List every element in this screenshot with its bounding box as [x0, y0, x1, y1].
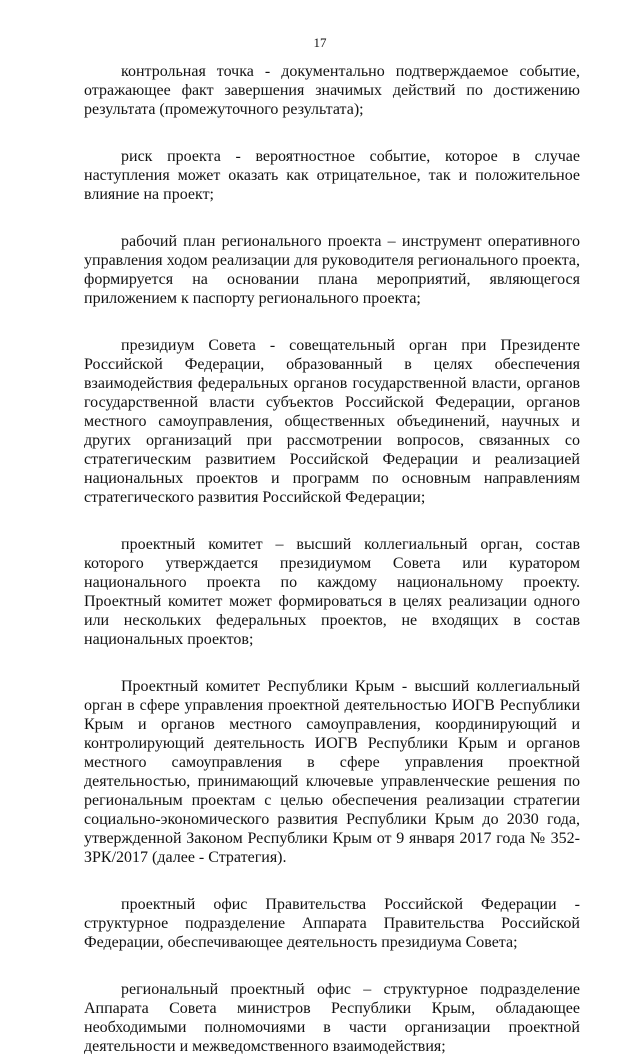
- paragraph-regional-project-office: региональный проектный офис – структурное подразделение Аппарата Совета министров Республики Крым, обладающее необходимыми полномочиями в части организации проектной деятельности и межведомственного взаимодействия;: [84, 981, 580, 1055]
- paragraph-crimea-project-committee: Проектный комитет Республики Крым - высший коллегиальный орган в сфере управления проектной деятельностью ИОГВ Республики Крым и органов местного самоуправления, координирующий и контролирующий деятельность ИОГВ Республики Крым и органов местного самоуправления в сфере управления проектной деятельностью, принимающий ключевые управленческие решения по региональным проектам с целью обеспечения реализации стратегии социально-экономического развития Республики Крым до 2030 года, утвержденной Законом Республики Крым от 9 января 2017 года № 352-ЗРК/2017 (далее - Стратегия).: [84, 678, 580, 866]
- page-number: 17: [313, 35, 327, 50]
- paragraph-control-point: контрольная точка - документально подтверждаемое событие, отражающее факт завершения значимых действий по достижению результата (промежуточного результата);: [84, 63, 580, 118]
- paragraph-government-project-office: проектный офис Правительства Российской Федерации - структурное подразделение Аппарата Правительства Российской Федерации, обеспечивающее деятельность президиума Совета;: [84, 896, 580, 951]
- paragraph-council-presidium: президиум Совета - совещательный орган при Президенте Российской Федерации, образованный в целях обеспечения взаимодействия федеральных органов государственной власти, органов государственной власти субъектов Российской Федерации, органов местного самоуправления, общественных объединений, научных и других организаций при рассмотрении вопросов, связанных со стратегическим развитием Российской Федерации и реализацией национальных проектов и программ по основным направлениям стратегического развития Российской Федерации;: [84, 337, 580, 506]
- document-body: [84, 62, 580, 1056]
- paragraph-work-plan: рабочий план регионального проекта – инструмент оперативного управления ходом реализации для руководителя регионального проекта, формируется на основании плана мероприятий, являющегося приложением к паспорту регионального проекта;: [84, 233, 580, 307]
- paragraph-project-risk: риск проекта - вероятностное событие, которое в случае наступления может оказать как отрицательное, так и положительное влияние на проект;: [84, 148, 580, 203]
- paragraph-project-committee: проектный комитет – высший коллегиальный орган, состав которого утверждается президиумом Совета или куратором национального проекта по каждому национальному проекту. Проектный комитет может формироваться в целях реализации одного или нескольких федеральных проектов, не входящих в состав национальных проектов;: [84, 536, 580, 648]
